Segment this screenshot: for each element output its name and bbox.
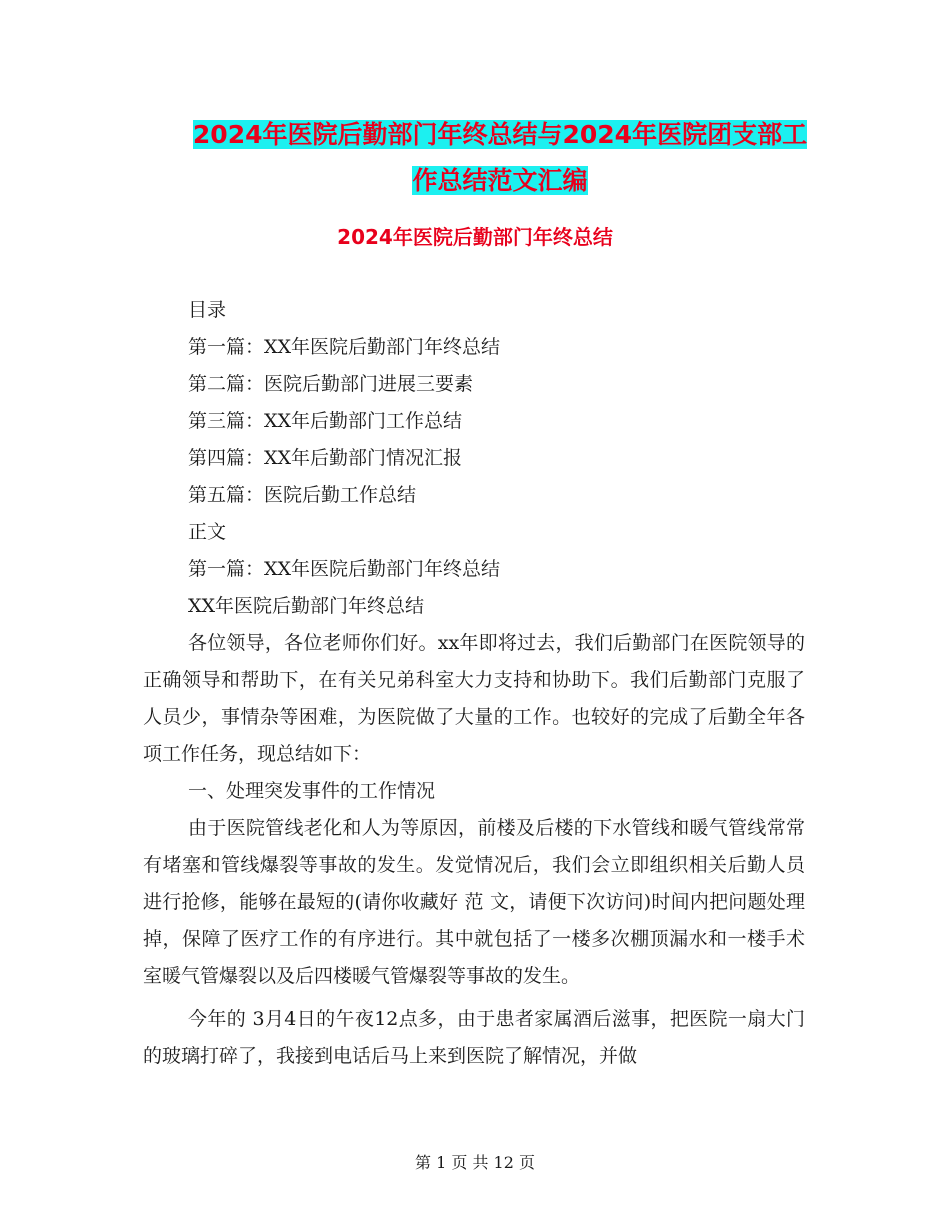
document-title-line-1: 2024年医院后勤部门年终总结与2024年医院团支部工 [192,120,808,149]
toc-item: 第五篇：医院后勤工作总结 [188,484,417,506]
subsection-heading: 一、处理突发事件的工作情况 [188,780,436,802]
document-body [143,292,805,1075]
section-title: 2024年医院后勤部门年终总结 [337,225,613,249]
body-paragraph: 由于医院管线老化和人为等原因，前楼及后楼的下水管线和暖气管线常常有堵塞和管线爆裂等事故的发生。发觉情况后，我们会立即组织相关后勤人员进行抢修，能够在最短的(请你收藏好 范 文，请便下次访问)时间内把问题处理掉，保障了医疗工作的有序进行。其中就包括了一楼多次棚顶漏水和一楼手术室暖气管爆裂以及后四楼暖气管爆裂等事故的发生。 [143,817,805,987]
document-title-line-2: 作总结范文汇编 [412,166,588,195]
body-paragraph: 今年的 3月4日的午夜12点多，由于患者家属酒后滋事，把医院一扇大门的玻璃打碎了，我接到电话后马上来到医院了解情况，并做 [143,1008,805,1067]
toc-item: 第四篇：XX年后勤部门情况汇报 [188,447,463,469]
body-paragraph: 各位领导，各位老师你们好。xx年即将过去，我们后勤部门在医院领导的正确领导和帮助下，在有关兄弟科室大力支持和协助下。我们后勤部门克服了人员少，事情杂等困难，为医院做了大量的工作。也较好的完成了后勤全年各项工作任务，现总结如下： [143,632,805,765]
document-title [140,112,860,204]
chapter-heading: 第一篇：XX年医院后勤部门年终总结 [188,558,501,580]
toc-item: 第三篇：XX年后勤部门工作总结 [188,410,463,432]
body-heading: 正文 [188,521,227,543]
chapter-subtitle: XX年医院后勤部门年终总结 [188,595,425,617]
page-footer: 第 1 页 共 12 页 [415,1153,535,1172]
toc-item: 第二篇：医院后勤部门进展三要素 [188,373,474,395]
toc-item: 第一篇：XX年医院后勤部门年终总结 [188,336,501,358]
toc-heading: 目录 [188,299,227,321]
